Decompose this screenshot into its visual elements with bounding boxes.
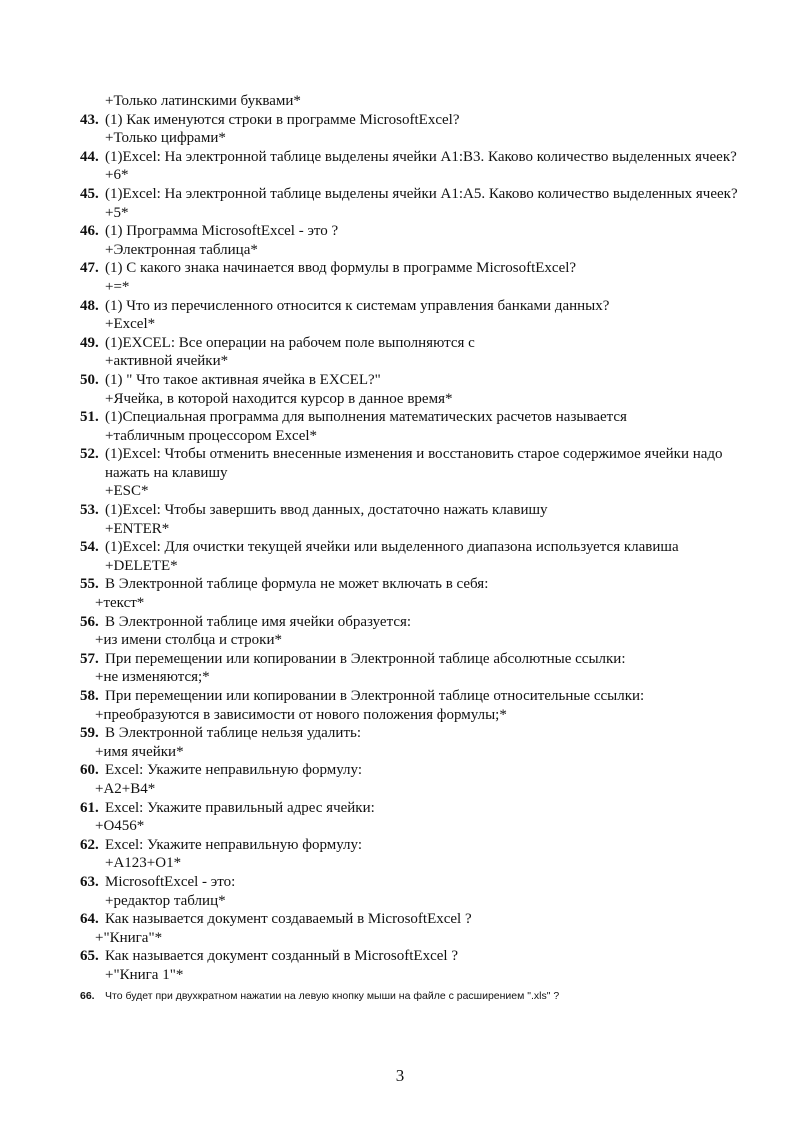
- question-item: [80, 724, 745, 761]
- question-line: [80, 334, 745, 353]
- question-text: (1)Специальная программа для выполнения математических расчетов называется: [105, 409, 627, 426]
- answer-line: +"Книга"*: [95, 929, 163, 946]
- answer-line: +Excel*: [105, 316, 156, 333]
- question-number: 64.: [80, 911, 99, 928]
- question-line: [80, 501, 745, 520]
- answer-line: +ESC*: [105, 483, 149, 500]
- answer-line: +ENTER*: [105, 520, 170, 537]
- question-line: [80, 873, 745, 892]
- question-text: (1) " Что такое активная ячейка в EXCEL?": [105, 371, 381, 388]
- question-line: [80, 297, 745, 316]
- question-number: 52.: [80, 446, 99, 463]
- answer-line: +"Книга 1"*: [105, 966, 184, 983]
- answer-line: +DELETE*: [105, 557, 178, 574]
- question-number: 44.: [80, 148, 99, 165]
- question-item: [80, 613, 745, 650]
- answer-line: +из имени столбца и строки*: [95, 632, 283, 649]
- question-line: [80, 799, 745, 818]
- answer-line: +О456*: [95, 818, 145, 835]
- question-text: MicrosoftExcel - это:: [105, 873, 236, 890]
- question-number: 54.: [80, 539, 99, 556]
- question-number: 60.: [80, 762, 99, 779]
- question-number: 43.: [80, 111, 99, 128]
- question-item: [80, 111, 745, 148]
- answer-line: +Только латинскими буквами*: [105, 93, 301, 109]
- question-text: (1) Как именуются строки в программе MicrosoftExcel?: [105, 111, 460, 128]
- question-number: 51.: [80, 409, 99, 426]
- question-number: 45.: [80, 185, 99, 202]
- answer-line: +Электронная таблица*: [105, 241, 258, 258]
- question-text: (1)Excel: Чтобы отменить внесенные изменения и восстановить старое содержимое ячейки надо нажать на клавишу: [105, 446, 723, 481]
- question-text: Excel: Укажите неправильную формулу:: [105, 836, 363, 853]
- question-item: [80, 799, 745, 836]
- question-item: [80, 334, 745, 371]
- question-text: При перемещении или копировании в Электронной таблице относительные ссылки:: [105, 688, 645, 704]
- question-item: [80, 445, 745, 501]
- question-line: [80, 259, 745, 278]
- question-item: [80, 259, 745, 296]
- question-item-66: [80, 987, 745, 1006]
- question-number: 50.: [80, 371, 99, 388]
- question-line: [80, 408, 745, 427]
- question-text: (1) Программа MicrosoftExcel - это ?: [105, 223, 339, 240]
- question-text: Excel: Укажите правильный адрес ячейки:: [105, 799, 375, 816]
- answer-line: +табличным процессором Excel*: [105, 427, 318, 444]
- question-line: [80, 111, 745, 130]
- answer-line: +6*: [105, 167, 129, 184]
- question-line: [80, 148, 745, 167]
- answer-line: +не изменяются;*: [95, 669, 210, 686]
- question-number: 47.: [80, 260, 99, 277]
- question-text: В Электронной таблице нельзя удалить:: [105, 725, 362, 742]
- question-line: [80, 185, 745, 204]
- question-item: [80, 538, 745, 575]
- question-list: [80, 111, 745, 985]
- question-line: [80, 613, 745, 632]
- question-text: (1)EXCEL: Все операции на рабочем поле выполняются с: [105, 334, 475, 351]
- question-text: Excel: Укажите неправильную формулу:: [105, 762, 363, 779]
- question-item: [80, 761, 745, 798]
- question-text: Как называется документ создаваемый в MicrosoftExcel ?: [105, 911, 472, 928]
- question-item: [80, 910, 745, 947]
- question-line: [80, 724, 745, 743]
- answer-line: +5*: [105, 204, 129, 221]
- question-text: (1)Excel: На электронной таблице выделены ячейки А1:А5. Каково количество выделенных ячеек?: [105, 185, 738, 202]
- question-number: 58.: [80, 688, 99, 704]
- question-number: 62.: [80, 836, 99, 853]
- question-number: 65.: [80, 948, 99, 965]
- question-text: (1) Что из перечисленного относится к системам управления банками данных?: [105, 297, 610, 314]
- answer-line: +Ячейка, в которой находится курсор в данное время*: [105, 390, 453, 407]
- question-line: [80, 445, 745, 482]
- question-item: [80, 575, 745, 612]
- answer-line: +редактор таблиц*: [105, 892, 226, 909]
- question-line: [80, 761, 745, 780]
- question-item: [80, 836, 745, 873]
- question-text: (1)Excel: На электронной таблице выделены ячейки А1:В3. Каково количество выделенных ячеек?: [105, 148, 737, 165]
- answer-line: +имя ячейки*: [95, 743, 184, 760]
- question-line: [80, 947, 745, 966]
- question-text: (1) С какого знака начинается ввод формулы в программе MicrosoftExcel?: [105, 260, 577, 277]
- question-item: [80, 148, 745, 185]
- question-number: 53.: [80, 502, 99, 519]
- question-text: Что будет при двухкратном нажатии на левую кнопку мыши на файле с расширением ".xls" ?: [105, 989, 560, 1002]
- question-text: В Электронной таблице имя ячейки образуется:: [105, 613, 412, 630]
- question-item: [80, 185, 745, 222]
- question-number: 59.: [80, 725, 99, 742]
- question-item: [80, 650, 745, 687]
- question-number: 57.: [80, 650, 99, 667]
- question-item: [80, 501, 745, 538]
- question-line: [80, 687, 745, 706]
- question-number: 49.: [80, 334, 99, 351]
- answer-line: +преобразуются в зависимости от нового положения формулы;*: [95, 706, 507, 723]
- question-item: [80, 297, 745, 334]
- question-number: 46.: [80, 223, 99, 240]
- question-text: (1)Excel: Для очистки текущей ячейки или выделенного диапазона используется клавиша: [105, 539, 679, 556]
- answer-line: +А2+В4*: [95, 780, 156, 797]
- question-text: При перемещении или копировании в Электронной таблице абсолютные ссылки:: [105, 650, 626, 667]
- question-item: [80, 687, 745, 724]
- question-number: 48.: [80, 297, 99, 314]
- document-body: [80, 92, 745, 1005]
- answer-line: +Только цифрами*: [105, 130, 226, 147]
- answer-line: +=*: [105, 278, 130, 295]
- question-item: [80, 371, 745, 408]
- page-number: 3: [395, 1066, 405, 1085]
- question-line: [80, 538, 745, 557]
- answer-line: +активной ячейки*: [105, 353, 229, 370]
- question-line: [80, 910, 745, 929]
- question-item: [80, 947, 745, 984]
- question-text: В Электронной таблице формула не может включать в себя:: [105, 576, 489, 593]
- question-number: 66.: [80, 989, 95, 1002]
- question-line: [80, 575, 745, 594]
- question-line: [80, 650, 745, 669]
- question-number: 61.: [80, 799, 99, 816]
- question-number: 55.: [80, 576, 99, 593]
- question-number: 63.: [80, 873, 99, 890]
- question-number: 56.: [80, 613, 99, 630]
- question-item: [80, 873, 745, 910]
- question-item: [80, 222, 745, 259]
- question-line: [80, 836, 745, 855]
- question-line: [80, 222, 745, 241]
- question-text: Как называется документ созданный в MicrosoftExcel ?: [105, 948, 458, 965]
- answer-line: +А123+О1*: [105, 855, 182, 872]
- question-line: [80, 371, 745, 390]
- question-text: (1)Excel: Чтобы завершить ввод данных, достаточно нажать клавишу: [105, 502, 548, 519]
- answer-line: +текст*: [95, 595, 145, 612]
- question-item: [80, 408, 745, 445]
